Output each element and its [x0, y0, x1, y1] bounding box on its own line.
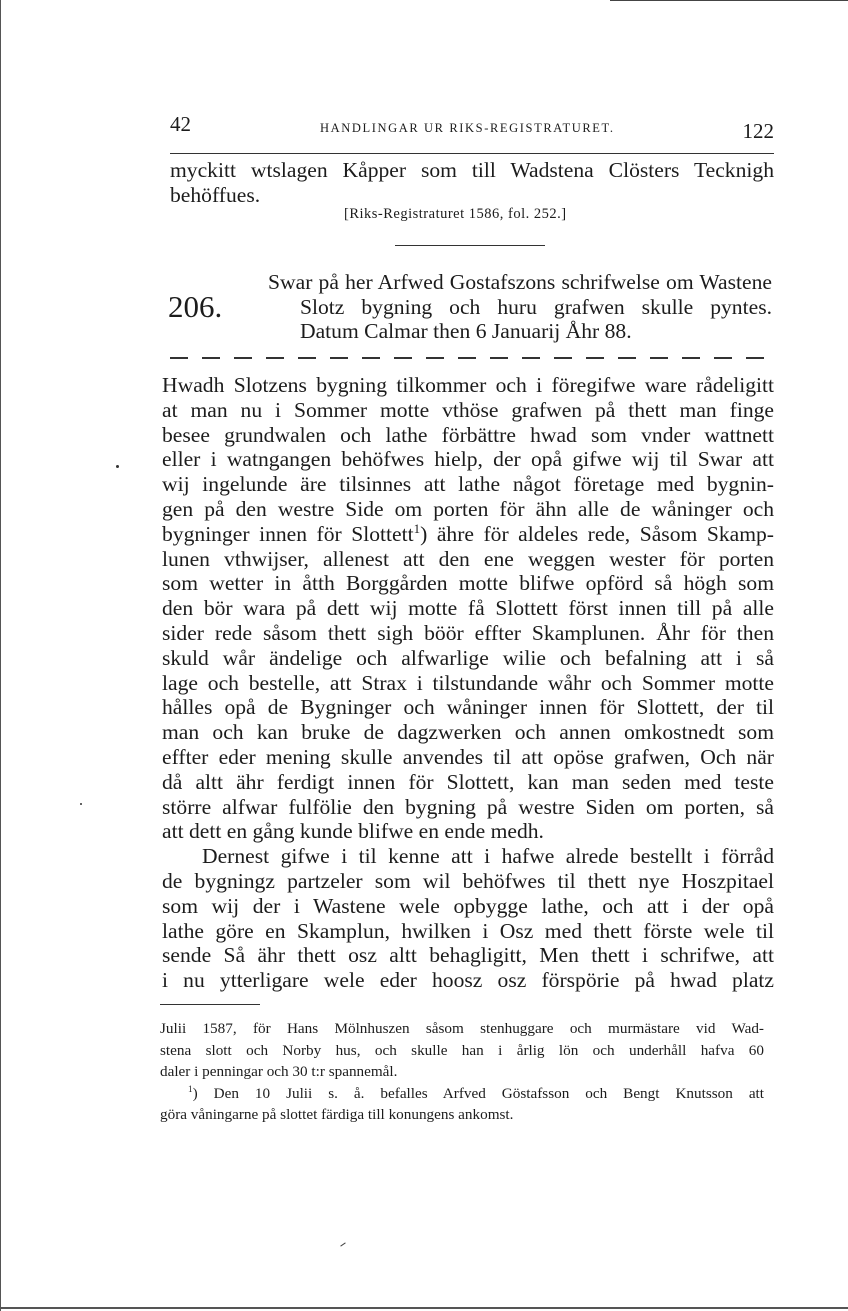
- stray-mark: [116, 465, 119, 468]
- text-line: att dett en gång kunde blifwe en ende medh.: [162, 819, 544, 844]
- page-header: [170, 112, 774, 146]
- text-line: den bör wara på dett wij motte få Slottett först innen till på alle: [162, 596, 774, 621]
- text-line: lage och bestelle, att Strax i tilstundande wåhr och Sommer motte: [162, 670, 774, 695]
- header-rule: [170, 153, 774, 154]
- paragraph-2: [162, 844, 774, 993]
- text-segment: bygninger innen för Slottett: [162, 521, 414, 546]
- text-line: som wetter in åtth Borggården motte blifwe opförd så högh som: [162, 571, 774, 596]
- footnote-marker: 1: [188, 1083, 193, 1094]
- footnote-line: stena slott och Norby hus, och skulle han i årlig lön och underhåll hafva 60: [160, 1041, 764, 1059]
- text-line: Hwadh Slotzens bygning tilkommer och i föregifwe ware rådeligitt: [162, 373, 774, 397]
- text-line: i nu ytterligare wele eder hoosz osz förspörie på hwad platz: [162, 968, 774, 993]
- text-line: större alfwar fulfölie den bygning på westre Siden om porten, så: [162, 794, 774, 819]
- dashed-divider: [170, 357, 770, 359]
- text-line: gen på den westre Side om porten för ähn alle de wåninger och: [162, 496, 774, 521]
- stray-mark: [340, 1242, 345, 1246]
- text-line: hålles opå de Bygninger och wåninger innen för Slottett, der til: [162, 695, 774, 720]
- text-line: besee grundwalen och lathe förbättre hwad som vnder wattnett: [162, 422, 774, 447]
- page-number-left: 42: [170, 112, 191, 136]
- footnote-line: daler i penningar och 30 t:r spannemål.: [160, 1063, 398, 1081]
- continuation-text: [170, 158, 774, 208]
- text-line: wij ingelunde äre tilsinnes att lathe något företage med bygnin-: [162, 472, 774, 497]
- text-line: som wij der i Wastene wele opbygge lathe, och att i der opå: [162, 893, 774, 918]
- text-line: lunen vthwijser, allenest att den ene weggen wester för porten: [162, 546, 774, 571]
- text-line: Dernest gifwe i til kenne att i hafwe alrede bestellt i förråd: [202, 844, 774, 869]
- page-number-right: 122: [742, 119, 774, 143]
- running-title: HANDLINGAR UR RIKS-REGISTRATURET.: [320, 121, 615, 135]
- document-number: 206.: [168, 289, 223, 324]
- title-line: Slotz bygning och huru grafwen skulle pyntes.: [300, 294, 772, 319]
- footnote-line: Julii 1587, för Hans Mölnhuszen såsom stenhuggare och murmästare vid Wad-: [160, 1020, 764, 1037]
- text-line: myckitt wtslagen Kåpper som till Wadstena Clösters Tecknigh: [170, 158, 774, 182]
- paragraph-1: [162, 373, 774, 844]
- text-line: eller i watngangen behöfwes hielp, der opå gifwe wij til Swar att: [162, 447, 774, 472]
- source-reference: [Riks-Registraturet 1586, fol. 252.]: [344, 206, 567, 222]
- footnotes: [160, 1018, 764, 1126]
- footnote-rule: [160, 1004, 260, 1005]
- text-line: behöffues.: [170, 182, 261, 207]
- text-line: då altt ähr ferdigt innen för Slottett, kan man seden med teste: [162, 769, 774, 794]
- text-line: sider rede såsom thett sigh böör effter Skamplunen. Åhr för then: [162, 620, 774, 645]
- title-line: Datum Calmar then 6 Januarij Åhr 88.: [300, 319, 632, 344]
- section-divider: [395, 245, 545, 246]
- document-title: [268, 270, 772, 344]
- text-line: skuld wår ändelige och alfwarlige wilie och befalning att i så: [162, 645, 774, 670]
- text-line: effter eder mening skulle anvendes til att opöse grafwen, Och när: [162, 744, 774, 769]
- text-line: lathe göre en Skamplun, hwilken i Osz med thett förste wele til: [162, 918, 774, 943]
- text-line: [162, 522, 774, 547]
- title-line: Swar på her Arfwed Gostafszons schrifwelse om Wastene: [268, 270, 772, 294]
- footnote-marker: 1: [413, 521, 421, 536]
- text-line: sende Så ähr thett osz altt behagligitt, Men thett i schrifwe, att: [162, 943, 774, 968]
- scan-edge-top: [610, 0, 848, 1]
- scan-edge-left: [0, 0, 1, 1311]
- footnote-line: [160, 1083, 764, 1105]
- stray-mark: [80, 803, 82, 805]
- scan-edge-bottom: [0, 1307, 848, 1309]
- text-segment: ) Den 10 Julii s. å. befalles Arfved Göstafsson och Bengt Knutsson att: [192, 1084, 764, 1102]
- text-line: at man nu i Sommer motte vthöse grafwen på thett man finge: [162, 397, 774, 422]
- text-segment: ) ähre för aldeles rede, Såsom Skamp-: [420, 521, 774, 546]
- text-line: de bygningz partzeler som wil behöfwes til thett nye Hoszpitael: [162, 868, 774, 893]
- footnote-line: göra våningarne på slottet färdiga till konungens ankomst.: [160, 1106, 514, 1124]
- main-text: [162, 373, 774, 993]
- text-line: man och kan bruke de dagzwerken och annen omkostnedt som: [162, 720, 774, 745]
